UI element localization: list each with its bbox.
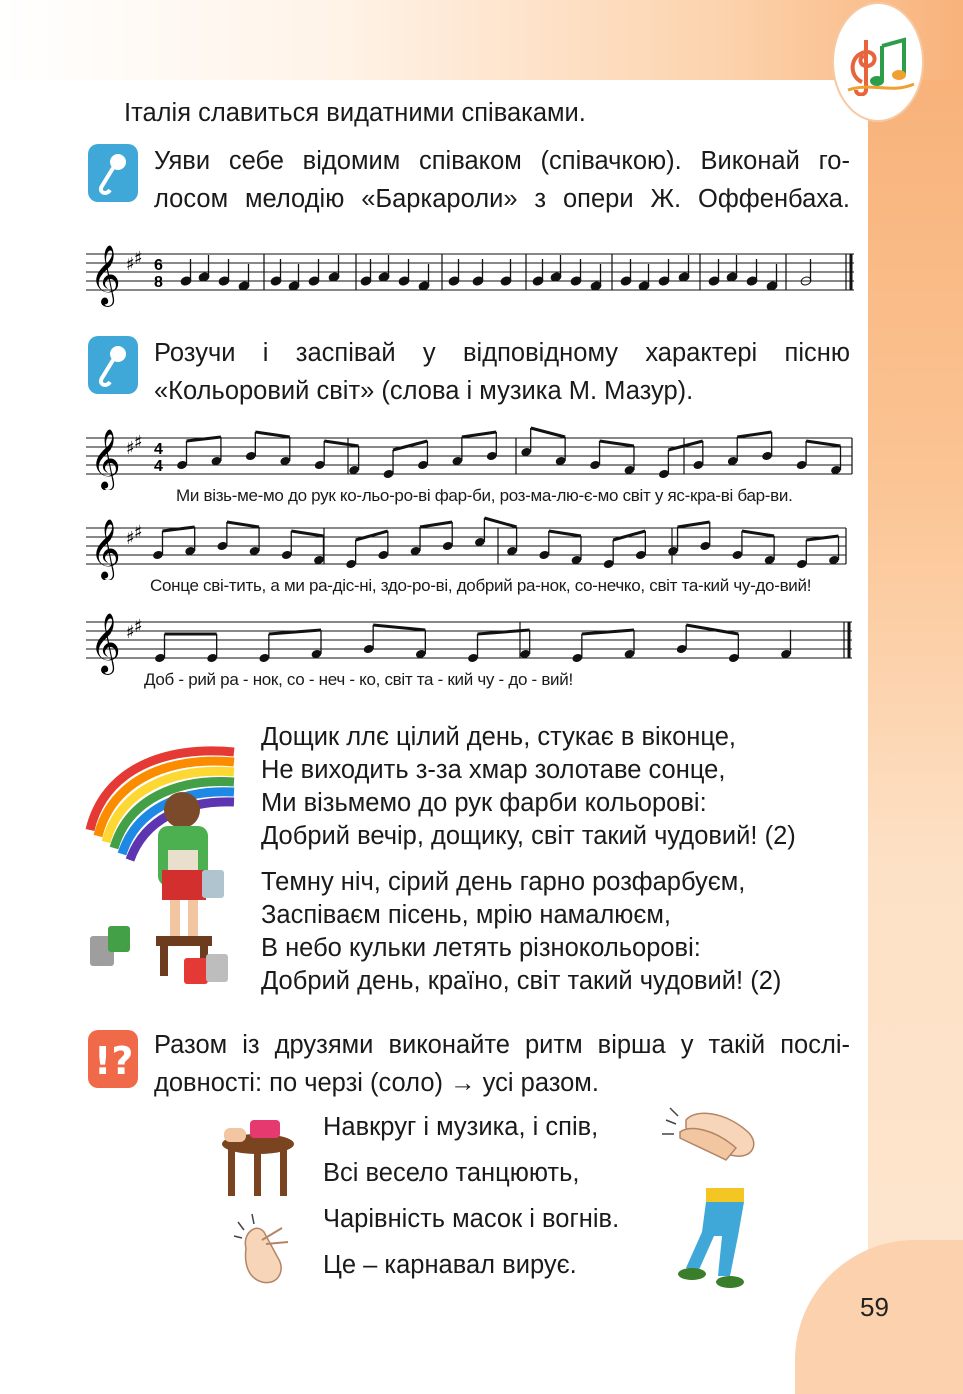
verse-line: Заспіваєм пісень, мрію намалюєм, bbox=[261, 901, 672, 929]
note-beam bbox=[600, 441, 634, 446]
rhythm-line: Всі весело танцюють, bbox=[323, 1159, 580, 1187]
task2-line1: Розучи і заспівай у відповідному характері пісню bbox=[154, 339, 850, 367]
task2-line2: «Кольоровий світ» (слова і музика М. Мазур). bbox=[154, 377, 694, 405]
task1-line1: Уяви себе відомим співаком (співачкою). Виконай го- bbox=[154, 147, 850, 175]
sharp-icon: ♯ bbox=[126, 438, 135, 459]
verse-line: В небо кульки летять різнокольорові: bbox=[261, 934, 701, 962]
microphone-icon bbox=[88, 144, 138, 202]
song-staff-1 bbox=[86, 424, 856, 490]
verse2 bbox=[261, 866, 781, 998]
note-beam bbox=[420, 522, 452, 527]
verse-line: Дощик ллє цілий день, стукає в віконце, bbox=[261, 723, 736, 751]
svg-text:♯: ♯ bbox=[134, 248, 143, 269]
sharp-icon: ♯ bbox=[126, 254, 135, 275]
verse-line: Добрий вечір, дощику, світ такий чудовий! (2) bbox=[261, 822, 796, 850]
note-beam bbox=[393, 441, 427, 450]
song-lyrics-line2: Сонце сві-тить, а ми ра-діс-ні, здо-ро-ві, добрий ра-нок, со-нечко, світ та-кий чу-до-вий! bbox=[150, 576, 812, 595]
page-number: 59 bbox=[860, 1292, 889, 1322]
treble-clef-icon: 𝄞 bbox=[90, 519, 121, 579]
note-beam bbox=[806, 441, 840, 446]
sharp-icon: ♯ bbox=[126, 528, 135, 549]
task1-line2: лосом мелодію «Баркароли» з опери Ж. Оффенбаха. bbox=[154, 185, 850, 213]
note-beam bbox=[686, 625, 738, 634]
note-beam bbox=[742, 531, 774, 536]
verse-line: Ми візьмемо до рук фарби кольорові: bbox=[261, 789, 707, 817]
microphone-icon bbox=[88, 336, 138, 394]
top-decorative-band bbox=[0, 0, 963, 80]
note-beam bbox=[613, 531, 645, 540]
note-beam bbox=[462, 432, 496, 437]
song-lyrics-line1: Ми візь-ме-мо до рук ко-льо-ро-ві фар-би, роз-ма-лю-є-мо світ у яс-кра-ві бар-ви. bbox=[176, 486, 793, 505]
rhythm-line: Навкруг і музика, і спів, bbox=[323, 1113, 599, 1141]
rhythm-line: Чарівність масок і вогнів. bbox=[323, 1205, 620, 1233]
note-beam bbox=[678, 522, 710, 527]
time-signature-top: 4 bbox=[154, 441, 163, 458]
svg-text:!?: !? bbox=[94, 1039, 134, 1083]
verse-line: Не виходить з-за хмар золотаве сонце, bbox=[261, 756, 726, 784]
note-beam bbox=[531, 428, 565, 437]
clapping-hands-icon bbox=[656, 1098, 766, 1168]
verse1 bbox=[261, 721, 796, 853]
verse-line: Добрий день, країно, світ такий чудовий! (2) bbox=[261, 967, 782, 995]
music-logo-icon bbox=[832, 2, 924, 122]
treble-clef-icon: 𝄞 bbox=[90, 613, 121, 673]
svg-text:♯: ♯ bbox=[134, 432, 143, 453]
barcarolle-staff bbox=[86, 240, 856, 310]
song-lyrics-line3: Доб - рий ра - нок, со - неч - ко, світ та - кий чу - до - вий! bbox=[144, 670, 573, 689]
rainbow-painter-illustration bbox=[84, 740, 244, 985]
question-icon bbox=[88, 1030, 138, 1088]
note-beam bbox=[291, 531, 323, 536]
note-beam bbox=[737, 432, 771, 437]
side-decorative-band bbox=[868, 80, 963, 1394]
stomping-legs-icon bbox=[672, 1186, 772, 1290]
svg-text:♯: ♯ bbox=[134, 522, 143, 543]
sharp-icon: ♯ bbox=[126, 622, 135, 643]
note-beam bbox=[324, 441, 358, 446]
note-beam bbox=[373, 625, 425, 630]
stool-tapping-icon bbox=[214, 1114, 304, 1200]
time-signature-bottom: 8 bbox=[154, 274, 163, 291]
note-beam bbox=[668, 441, 702, 450]
task3-line2: довності: по черзі (соло) → усі разом. bbox=[154, 1069, 599, 1097]
song-staff-3 bbox=[86, 608, 856, 678]
note-beam bbox=[484, 518, 516, 527]
treble-clef-icon: 𝄞 bbox=[90, 245, 121, 305]
note-beam bbox=[356, 531, 388, 540]
intro-text: Італія славиться видатними співаками. bbox=[124, 99, 586, 127]
time-signature-bottom: 4 bbox=[154, 458, 163, 475]
verse-line: Темну ніч, сірий день гарно розфарбуєм, bbox=[261, 868, 746, 896]
time-signature-top: 6 bbox=[154, 257, 163, 274]
rhythm-line: Це – карнавал вирує. bbox=[323, 1251, 577, 1279]
note-beam bbox=[255, 432, 289, 437]
note-beam bbox=[549, 531, 581, 536]
note-beam bbox=[227, 522, 259, 527]
finger-snap-icon bbox=[232, 1212, 304, 1292]
treble-clef-icon: 𝄞 bbox=[90, 429, 121, 489]
svg-text:♯: ♯ bbox=[134, 616, 143, 637]
task3-line1: Разом із друзями виконайте ритм вірша у такій послі- bbox=[154, 1031, 850, 1059]
song-staff-2 bbox=[86, 514, 856, 580]
